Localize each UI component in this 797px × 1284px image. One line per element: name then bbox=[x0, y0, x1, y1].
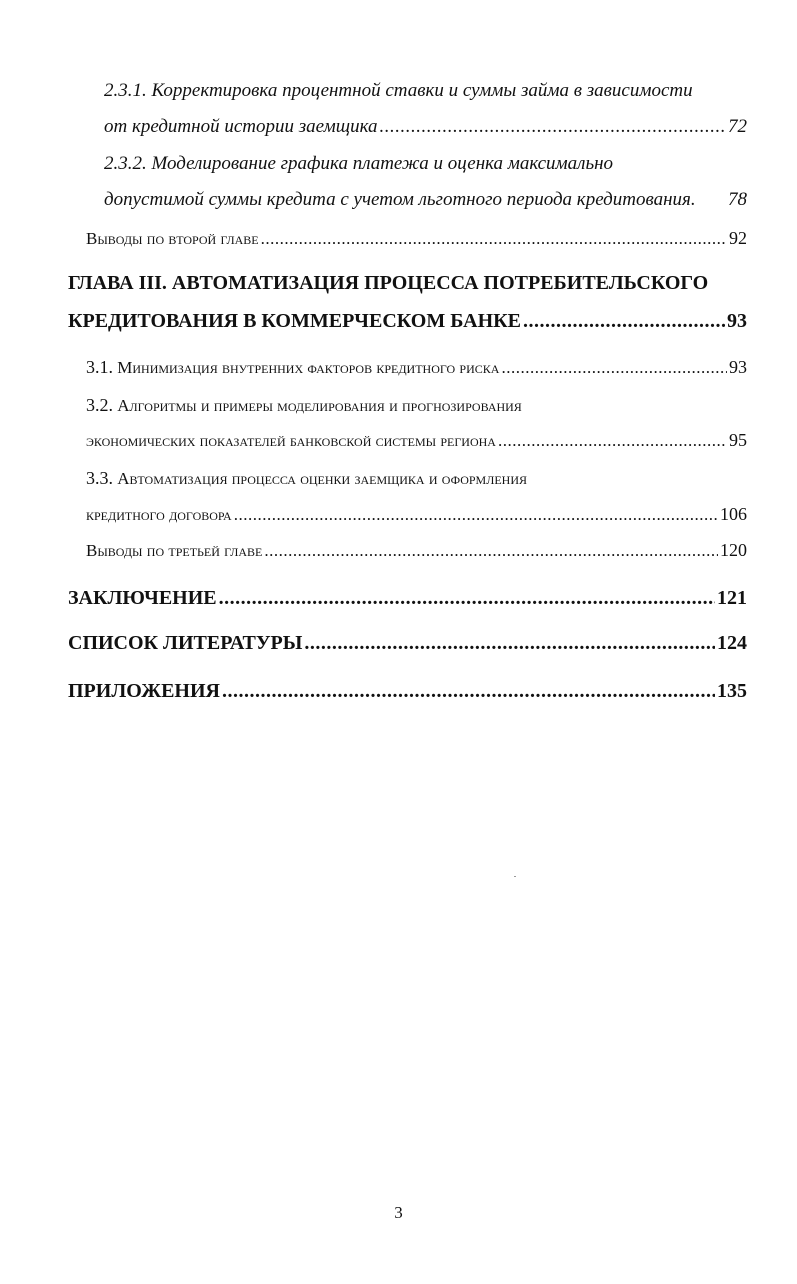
toc-entry-chapter2-conclusions bbox=[86, 228, 747, 258]
toc-page-number: 121 bbox=[717, 587, 747, 609]
toc-section-2-3-2-line1: 2.3.2. Моделирование графика платежа и оценка максимально bbox=[104, 153, 614, 174]
toc-page-number: 124 bbox=[717, 632, 747, 654]
toc-page-number: 95 bbox=[729, 430, 747, 450]
toc-entry-chapter3-conclusions bbox=[86, 540, 747, 570]
dot-leader bbox=[501, 358, 727, 378]
toc-chapter3-line1: ГЛАВА III. АВТОМАТИЗАЦИЯ ПРОЦЕССА ПОТРЕБИТЕЛЬСКОГО bbox=[68, 272, 709, 294]
toc-section-3-3-title: Автоматизация процесса оценки заемщика и оформления bbox=[117, 469, 528, 488]
toc-chapter2-conclusions-title: Выводы по второй главе bbox=[86, 229, 259, 248]
toc-section-3-2-title: Алгоритмы и примеры моделирования и прогнозирования bbox=[117, 396, 522, 415]
toc-entry-3-3 bbox=[86, 504, 747, 534]
toc-section-3-3-line1 bbox=[86, 468, 527, 489]
dot-leader bbox=[498, 431, 727, 451]
dot-leader bbox=[264, 541, 718, 561]
toc-section-2-3-1-line2: от кредитной истории заемщика bbox=[104, 116, 378, 137]
toc-page-number: 93 bbox=[729, 357, 747, 377]
toc-entry-3-1 bbox=[86, 357, 747, 387]
toc-section-number: 3.3. bbox=[86, 468, 113, 488]
toc-entry-3-2 bbox=[86, 430, 747, 460]
toc-entry-appendices bbox=[68, 680, 747, 710]
dot-leader bbox=[234, 505, 718, 525]
toc-page-number: 78 bbox=[728, 189, 747, 210]
dot-leader bbox=[523, 310, 725, 333]
toc-section-number: 3.1. bbox=[86, 357, 113, 377]
toc-entry-2-3-2 bbox=[104, 189, 747, 211]
dot-leader bbox=[219, 587, 715, 610]
toc-chapter3-line2: КРЕДИТОВАНИЯ В КОММЕРЧЕСКОМ БАНКЕ bbox=[68, 310, 521, 332]
toc-entry-chapter3 bbox=[68, 310, 747, 340]
toc-entry-2-3-1 bbox=[104, 116, 747, 146]
toc-section-3-3-line2: кредитного договора bbox=[86, 505, 232, 524]
toc-page-number: 92 bbox=[729, 228, 747, 248]
toc-chapter3-conclusions-title: Выводы по третьей главе bbox=[86, 541, 263, 560]
toc-section-number: 3.2. bbox=[86, 395, 113, 415]
dot-leader bbox=[380, 116, 727, 138]
toc-page-number: 93 bbox=[727, 310, 747, 332]
toc-section-3-2-line1 bbox=[86, 395, 522, 416]
toc-appendices-title: ПРИЛОЖЕНИЯ bbox=[68, 680, 220, 702]
toc-entry-conclusion bbox=[68, 587, 747, 617]
toc-section-2-3-2-line2: допустимой суммы кредита с учетом льготного периода кредитования. bbox=[104, 189, 696, 210]
toc-page-number: 72 bbox=[728, 116, 747, 137]
toc-page-number: 120 bbox=[720, 540, 747, 560]
toc-section-3-1-title: Минимизация внутренних факторов кредитного риска bbox=[117, 358, 500, 377]
toc-conclusion-title: ЗАКЛЮЧЕНИЕ bbox=[68, 587, 217, 609]
dot-leader bbox=[261, 229, 727, 249]
toc-section-3-2-line2: экономических показателей банковской системы региона bbox=[86, 431, 496, 450]
page-number: 3 bbox=[394, 1203, 403, 1222]
scan-speck bbox=[514, 876, 516, 877]
dot-leader bbox=[222, 680, 715, 703]
toc-page-number: 135 bbox=[717, 680, 747, 702]
toc-references-title: СПИСОК ЛИТЕРАТУРЫ bbox=[68, 632, 303, 654]
dot-leader bbox=[304, 632, 715, 655]
toc-page-number: 106 bbox=[720, 504, 747, 524]
toc-section-2-3-1-line1: 2.3.1. Корректировка процентной ставки и суммы займа в зависимости bbox=[104, 80, 693, 101]
toc-entry-references bbox=[68, 632, 747, 662]
